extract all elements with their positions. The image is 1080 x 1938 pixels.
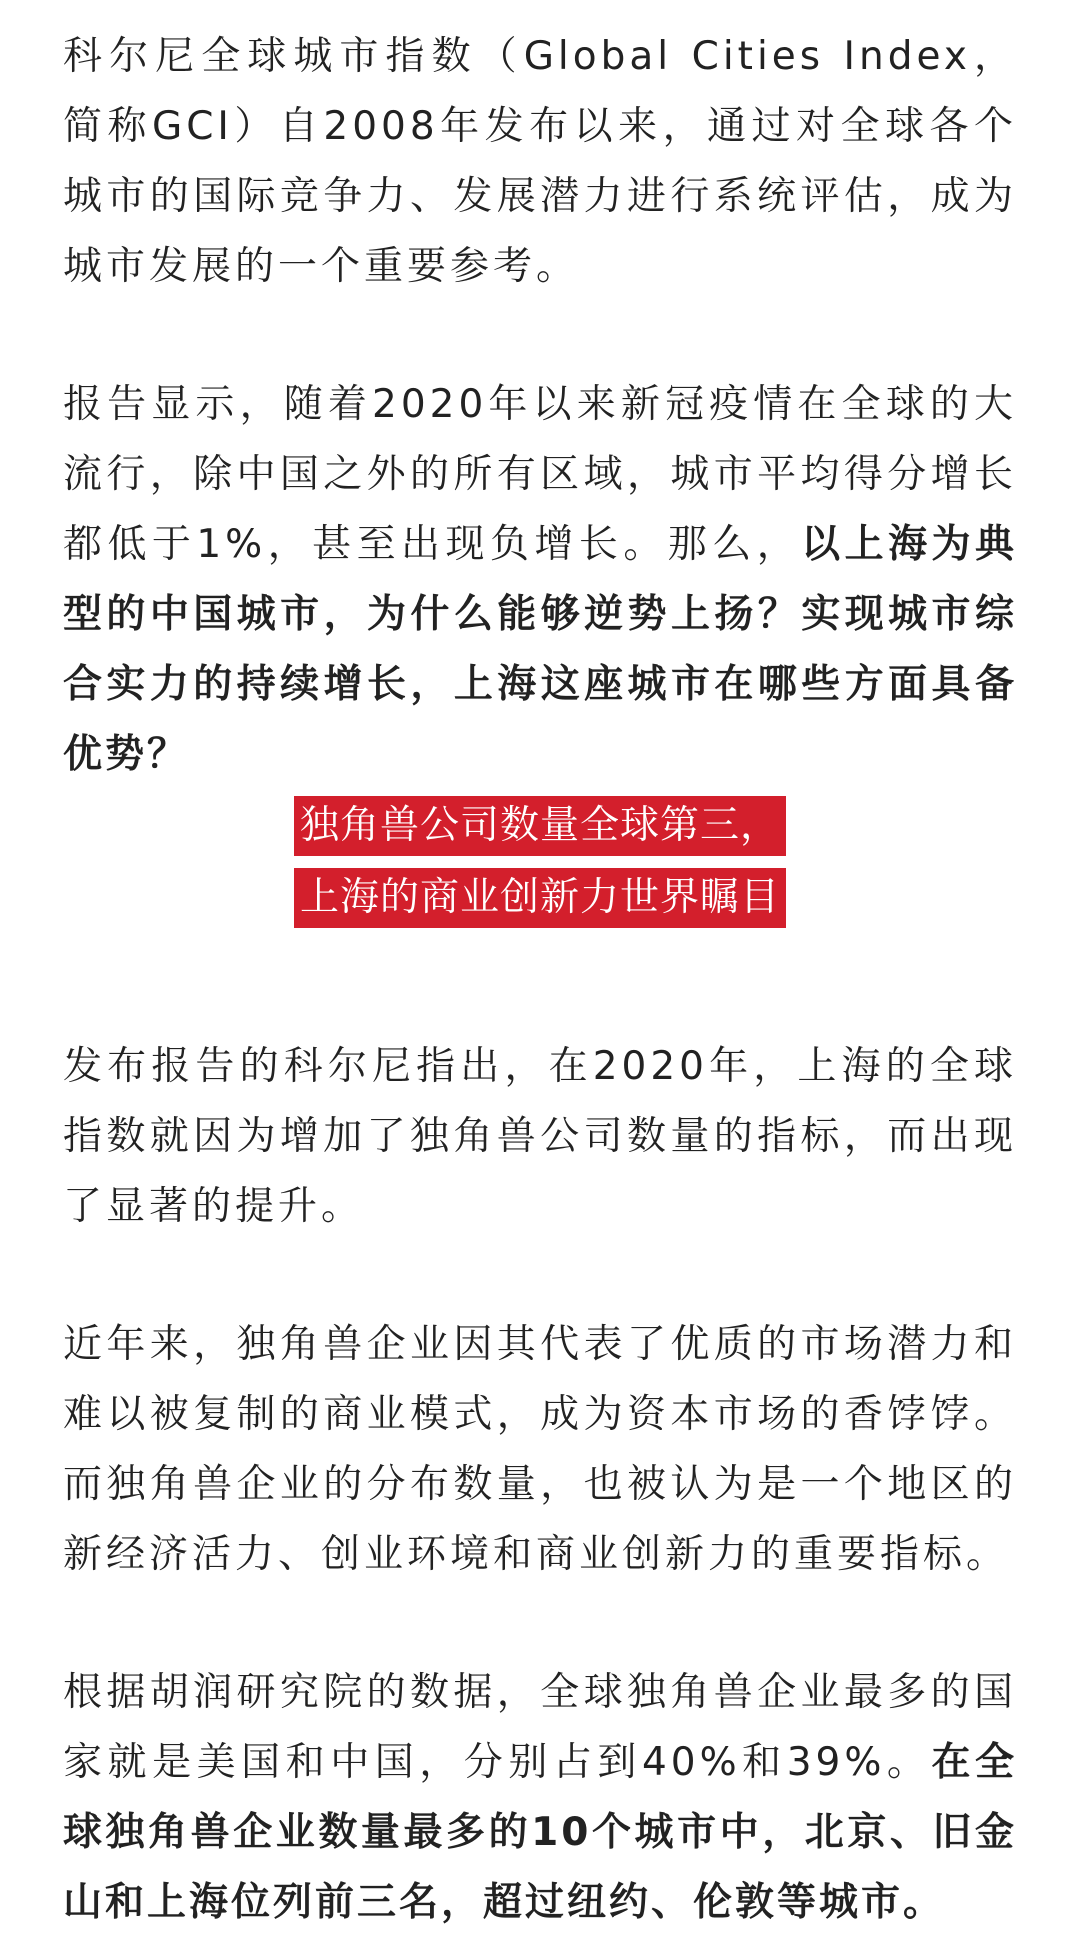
section-heading-line-2: 上海的商业创新力世界瞩目 (294, 868, 786, 928)
paragraph-kearney-text: 发布报告的科尔尼指出，在2020年，上海的全球指数就因为增加了独角兽公司数量的指标，而出现了显著的提升。 (63, 1044, 1017, 1229)
paragraph-intro-text: 科尔尼全球城市指数（Global Cities Index，简称GCI）自2008年发布以来，通过对全球各个城市的国际竞争力、发展潜力进行系统评估，成为城市发展的一个重要参考。 (63, 34, 1017, 289)
paragraph-unicorn-text: 近年来，独角兽企业因其代表了优质的市场潜力和难以被复制的商业模式，成为资本市场的香饽饽。而独角兽企业的分布数量，也被认为是一个地区的新经济活力、创业环境和商业创新力的重要指标。 (63, 1322, 1017, 1577)
paragraph-unicorn (63, 1310, 1017, 1590)
paragraph-report (63, 370, 1017, 790)
paragraph-report-text: 报告显示，随着2020年以来新冠疫情在全球的大流行，除中国之外的所有区域，城市平均得分增长都低于1%，甚至出现负增长。那么， (63, 382, 1017, 567)
section-heading-line-1: 独角兽公司数量全球第三， (294, 796, 786, 856)
paragraph-hurun (63, 1658, 1017, 1938)
paragraph-report-bold: 以上海为典型的中国城市，为什么能够逆势上扬？实现城市综合实力的持续增长，上海这座城市在哪些方面具备优势？ (63, 522, 1017, 777)
paragraph-hurun-bold: 在全球独角兽企业数量最多的10个城市中，北京、旧金山和上海位列前三名，超过纽约、伦敦等城市。 (63, 1740, 1017, 1925)
paragraph-kearney (63, 1032, 1017, 1242)
paragraph-intro (63, 22, 1017, 302)
paragraph-hurun-text: 根据胡润研究院的数据，全球独角兽企业最多的国家就是美国和中国，分别占到40%和39%。 (63, 1670, 1017, 1785)
section-heading (63, 790, 1017, 934)
